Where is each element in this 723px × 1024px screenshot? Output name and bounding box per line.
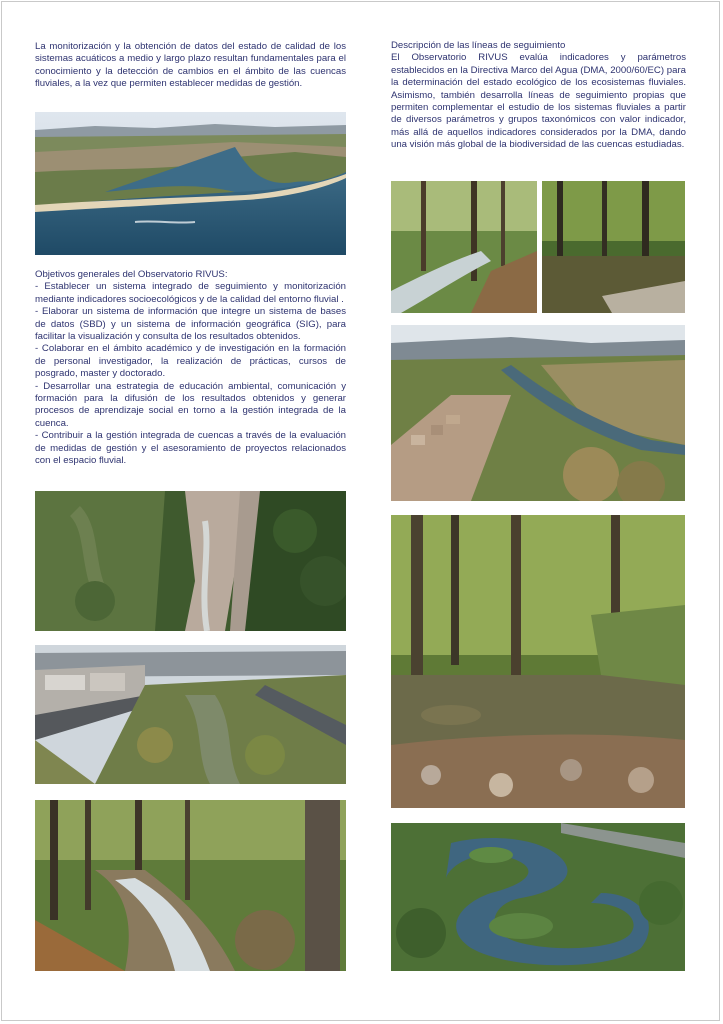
- aerial-river-mouth-photo: [35, 112, 346, 255]
- objective-item: - Elaborar un sistema de información que integre un sistema de bases de datos (SBD) y un sistema de información geográfica (SIG), para facilitar la visualización y consulta de los resultados obtenidos.: [35, 306, 346, 343]
- monitoring-lines-title: Descripción de las líneas de seguimiento: [391, 40, 566, 51]
- monitoring-lines-block: [391, 40, 686, 152]
- objectives-title: Objetivos generales del Observatorio RIVUS:: [35, 269, 228, 280]
- intro-paragraph: La monitorización y la obtención de datos del estado de calidad de los sistemas acuáticos a medio y largo plazo resultan fundamentales para el conocimiento y la detección de cambios en el ámbito de las cuencas fluviales, a la vez que permiten establecer medidas de gestión.: [35, 41, 346, 90]
- urban-river-photo: [35, 645, 346, 784]
- aerial-rocky-river-photo: [35, 491, 346, 631]
- monitoring-lines-paragraph: El Observatorio RIVUS evalúa indicadores y parámetros establecidos en la Directiva Marco del Agua (DMA, 2000/60/EC) para la determinación del estado ecológico de los ecosistemas fluviales. Asimismo, también desarrolla líneas de seguimiento propias que permiten complementar el estudio de los sistemas fluviales a partir de diversos parámetros y grupos taxonómicos con valor indicador, más allá de aquellos indicadores considerados por la DMA, dando una visión más global de la biodiversidad de las cuencas estudiadas.: [391, 52, 686, 151]
- riverbank-pebbles-photo: [391, 515, 685, 808]
- calm-pool-forest-photo: [542, 181, 685, 313]
- objective-item: - Desarrollar una estrategia de educación ambiental, comunicación y formación para la difusión de los resultados obtenidos y generar procesos de aprendizaje social en torno a la gestión integrada de la cuenca.: [35, 380, 346, 429]
- aerial-wetland-pond-photo: [391, 823, 685, 971]
- aerial-village-river-photo: [391, 325, 685, 501]
- objectives-block: [35, 269, 346, 468]
- objective-item: - Colaborar en el ámbito académico y de investigación en la formación de personal investigador, la realización de prácticas, cursos de posgrado, master y doctorado.: [35, 343, 346, 380]
- stream-woods-photo: [391, 181, 537, 313]
- objective-item: - Contribuir a la gestión integrada de cuencas a través de la evaluación de medidas de gestión y el asesoramiento de proyectos relacionados con el espacio fluvial.: [35, 430, 346, 467]
- forest-stream-photo: [35, 800, 346, 971]
- objective-item: - Establecer un sistema integrado de seguimiento y monitorización mediante indicadores socioecológicos y de la calidad del entorno fluvial .: [35, 281, 346, 305]
